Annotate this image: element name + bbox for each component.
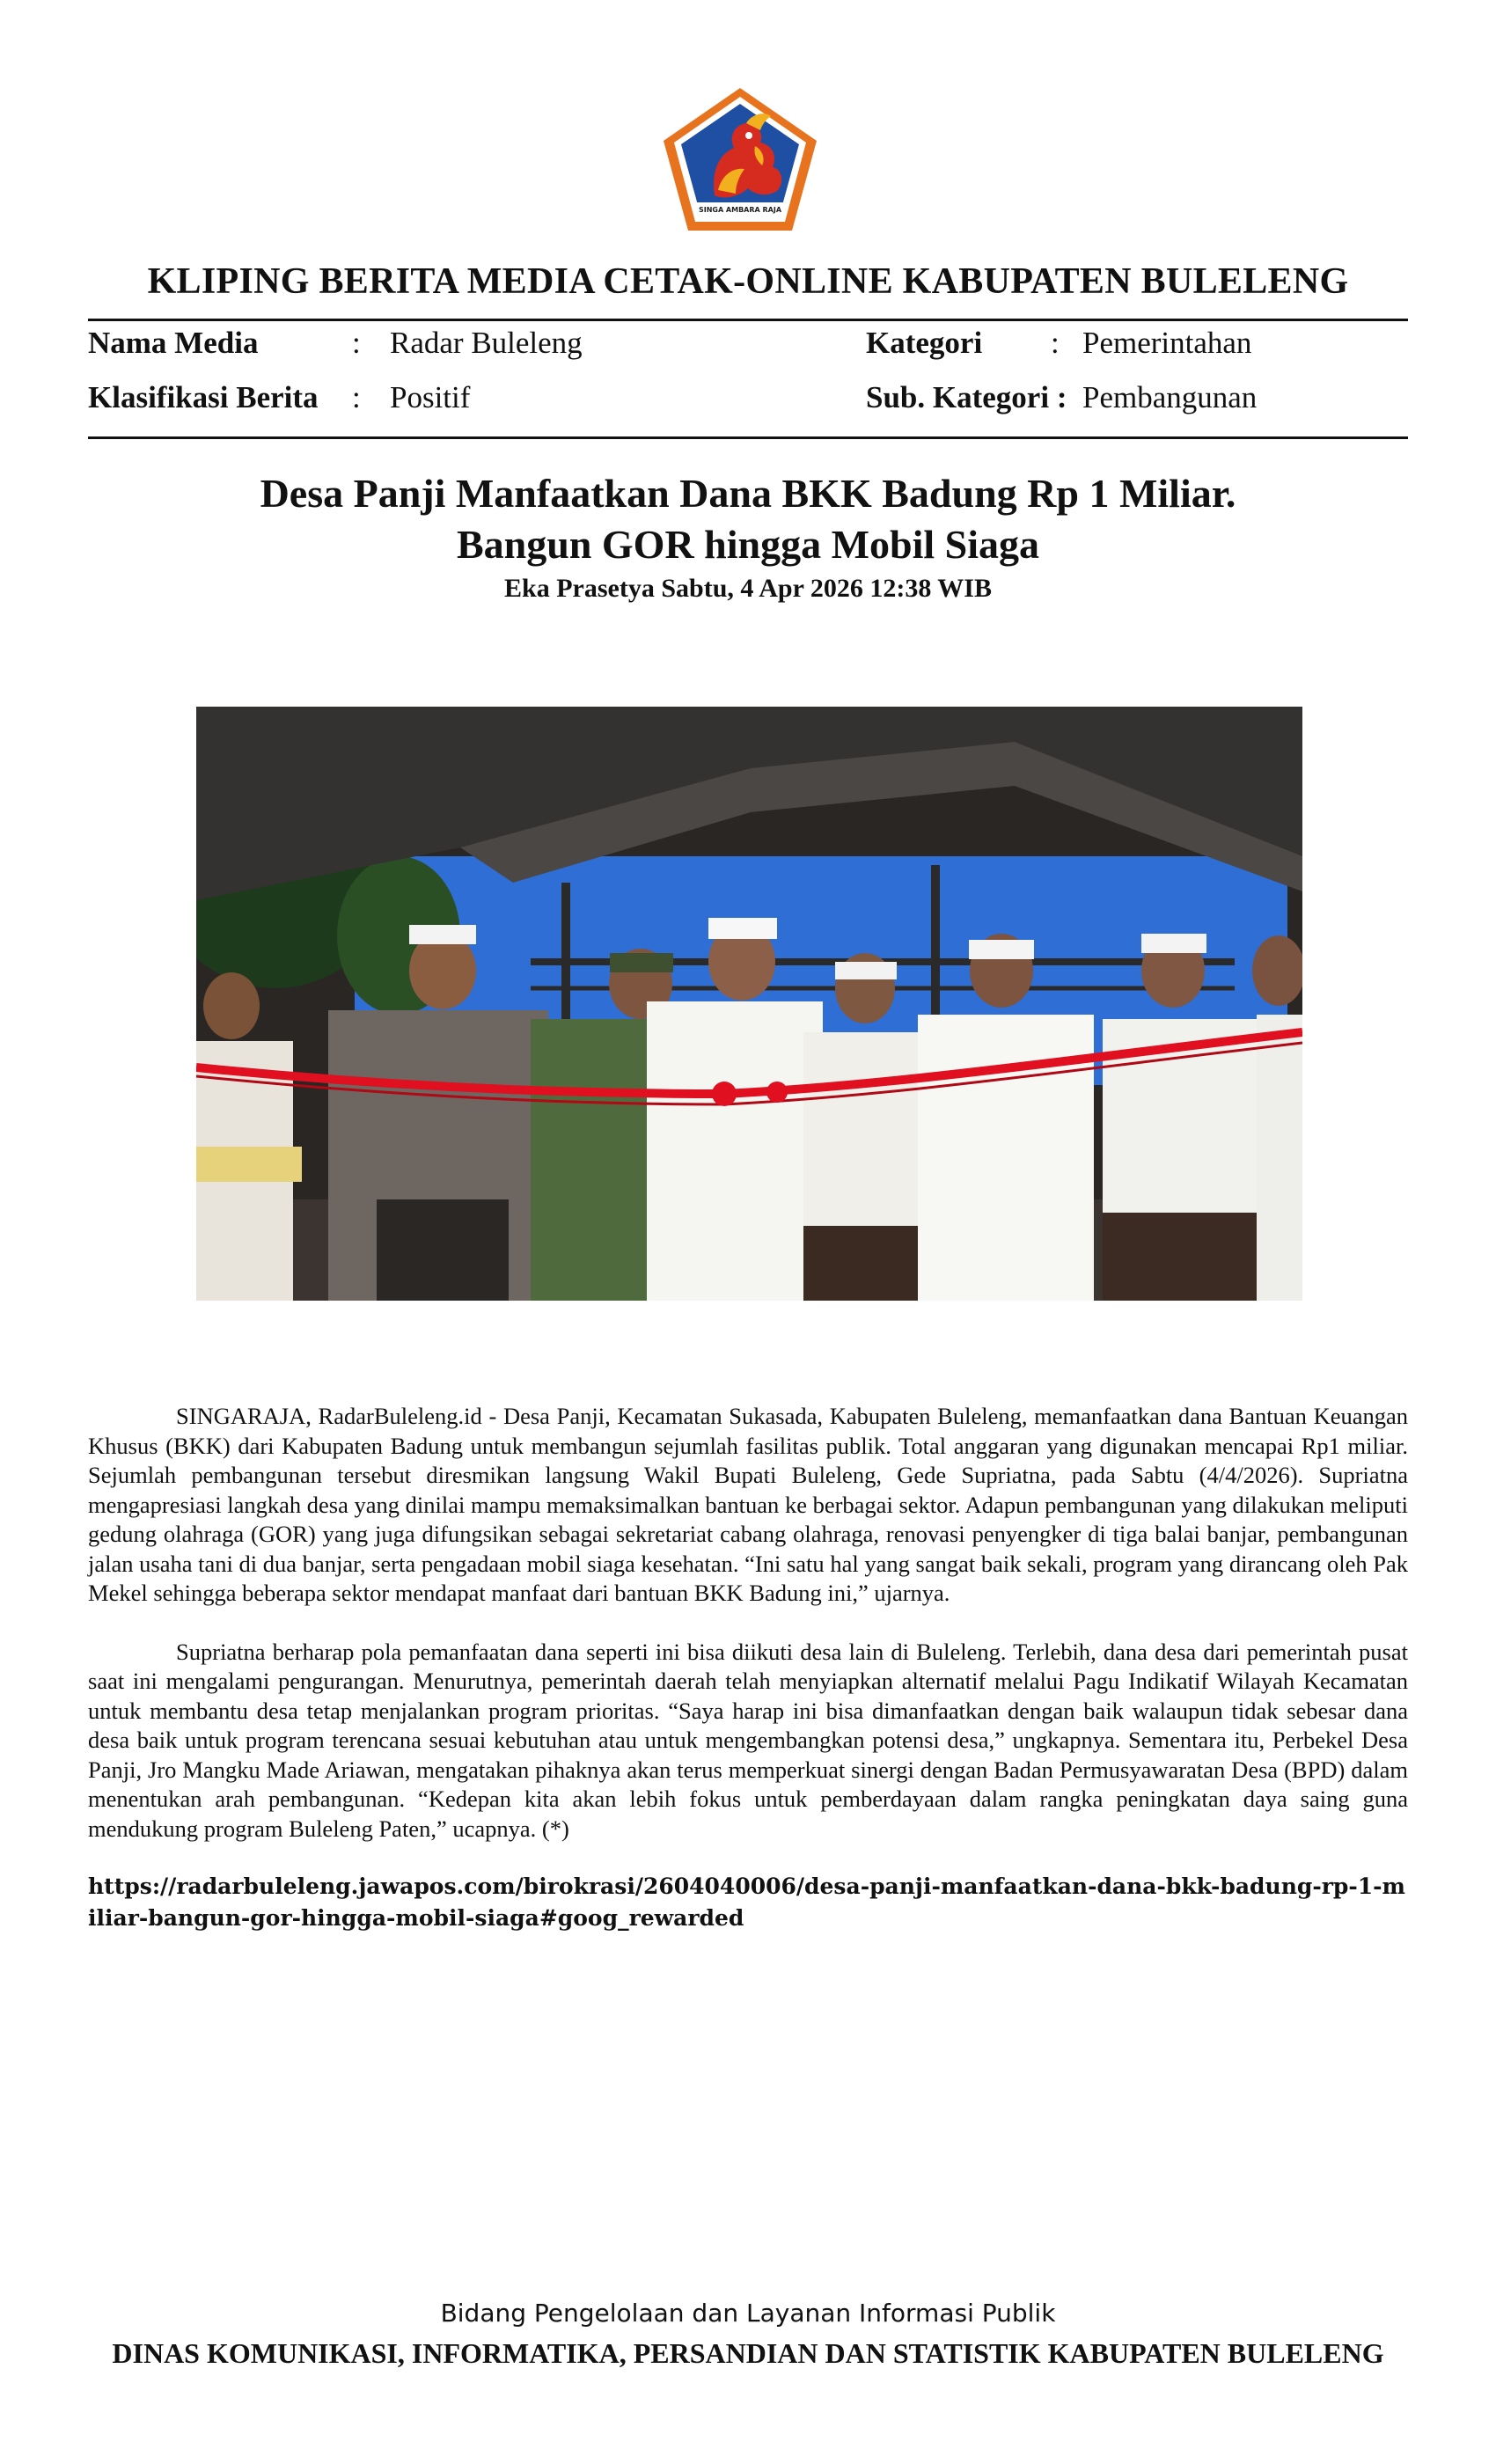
article-body [88,1402,1408,1873]
headline-line-2: Bangun GOR hingga Mobil Siaga [456,522,1040,567]
article-paragraph-1: SINGARAJA, RadarBuleleng.id - Desa Panji, Kecamatan Sukasada, Kabupaten Buleleng, memanfaatkan dana Bantuan Keuangan Khusus (BKK) dari Kabupaten Badung untuk membangun sejumlah fasilitas publik. Total anggaran yang digunakan mencapai Rp1 miliar. Sejumlah pembangunan tersebut diresmikan langsung Wakil Bupati Buleleng, Gede Supriatna, pada Sabtu (4/4/2026). Supriatna mengapresiasi langkah desa yang dinilai mampu memaksimalkan bantuan ke berbagai sektor. Adapun pembangunan yang dilakukan meliputi gedung olahraga (GOR) yang juga difungsikan sebagai sekretariat cabang olahraga, renovasi penyengker di tiga balai banjar, pembangunan jalan usaha tani di dua banjar, serta pengadaan mobil siaga kesehatan. “Ini satu hal yang sangat baik sekali, program yang dirancang oleh Pak Mekel sehingga beberapa sektor mendapat manfaat dari bantuan BKK Badung ini,” ujarnya. [88,1403,1408,1606]
klasifikasi-colon: : [352,380,361,414]
page-title: KLIPING BERITA MEDIA CETAK-ONLINE KABUPATEN BULELENG [147,261,1349,302]
nama-media-value: Radar Buleleng [390,326,583,360]
source-link[interactable]: https://radarbuleleng.jawapos.com/birokrasi/2604040006/desa-panji-manfaatkan-dana-bkk-badung-rp-1-miliar-bangun-gor-hingga-mobil-siaga#goog_rewarded [88,1874,1405,1931]
sub-kategori-value: Pembangunan [1082,380,1258,414]
kategori-colon: : [1051,326,1060,360]
buleleng-coat-of-arms-logo [660,84,820,234]
article-photo [196,707,1302,1301]
logo-motto: SINGA AMBARA RAJA [698,206,782,214]
sub-kategori-label: Sub. Kategori : [866,380,1067,414]
klasifikasi-label: Klasifikasi Berita [88,380,319,414]
meta-row-1 [88,326,1408,375]
kategori-label: Kategori [866,326,983,360]
meta-divider [88,436,1408,439]
article-headline [88,468,1408,570]
kategori-value: Pemerintahan [1082,326,1252,360]
nama-media-label: Nama Media [88,326,259,360]
article-paragraph-2: Supriatna berharap pola pemanfaatan dana seperti ini bisa diikuti desa lain di Buleleng. Terlebih, dana desa dari pemerintah pusat saat ini mengalami pengurangan. Menurutnya, pemerintah daerah telah menyiapkan alternatif melalui Pagu Indikatif Wilayah Kecamatan untuk membantu desa tetap menjalankan program prioritas. “Saya harap ini bisa dimanfaatkan dengan baik walaupun tidak sebesar dana desa baik untuk program terencana sesuai kebutuhan atau untuk mengembangkan potensi desa,” ungkapnya. Sementara itu, Perbekel Desa Panji, Jro Mangku Made Ariawan, mengatakan pihaknya akan terus memperkuat sinergi dengan Badan Permusyawaratan Desa (BPD) dalam menentukan arah pembangunan. “Kedepan kita akan lebih fokus untuk pemberdayaan dalam rangka peningkatan daya saing guna mendukung program Buleleng Paten,” ucapnya. (*) [88,1638,1408,1842]
footer-department: Bidang Pengelolaan dan Layanan Informasi Publik [440,2299,1056,2328]
meta-row-2 [88,380,1408,429]
article-byline: Eka Prasetya Sabtu, 4 Apr 2026 12:38 WIB [504,574,992,603]
footer-agency: DINAS KOMUNIKASI, INFORMATIKA, PERSANDIAN DAN STATISTIK KABUPATEN BULELENG [112,2337,1384,2369]
title-divider [88,319,1408,321]
nama-media-colon: : [352,326,361,360]
headline-line-1: Desa Panji Manfaatkan Dana BKK Badung Rp 1 Miliar. [260,471,1236,516]
klasifikasi-value: Positif [390,380,471,414]
